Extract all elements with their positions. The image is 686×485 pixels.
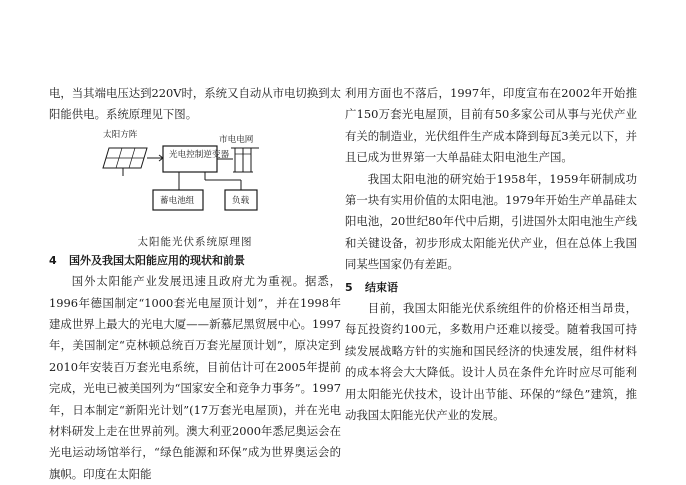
load-label: 负载 (232, 195, 250, 206)
section-4-number: 4 (49, 253, 57, 267)
intro-paragraph: 电，当其端电压达到220V时，系统又自动从市电切换到太阳能供电。系统原理见下图。 (49, 86, 341, 122)
battery-label: 蓄电池组 (160, 195, 195, 206)
system-diagram-svg (49, 128, 341, 232)
section-4-title: 国外及我国太阳能应用的现状和前景 (69, 253, 245, 267)
solar-panel-icon (103, 148, 147, 176)
controller-label (169, 148, 230, 160)
system-diagram (49, 128, 341, 250)
section-5-title: 结束语 (365, 280, 398, 294)
figure-caption: 太阳能光伏系统原理图 (137, 235, 253, 248)
section-5-heading (345, 277, 637, 298)
section-4-paragraph: 国外太阳能产业发展迅速且政府尤为重视。据悉，1996年德国制定“1000套光电屋顶计划”，并在1998年建成世界上最大的光电大厦——新慕尼黑贸展中心。1997年，美国制定“克林顿总统百万套光屋顶计划”，原决定到2010年安装百万套光电系统，目前估计可在2005年提前完成，光电已被美国列为“国家安全和竞争力事务”。1997年，日本制定“新阳光计划”(17万套光电屋顶)，并在光电材料研发上走在世界前列。澳大利亚2000年悉尼奥运会在光电运动场馆举行，“绿色能源和环保”成为世界奥运会的旗帜。印度在太阳能 (49, 274, 341, 481)
domestic-paragraph: 我国太阳电池的研究始于1958年，1959年研制成功第一块有实用价值的太阳电池。1979年开始生产单晶硅太阳电池，20世纪80年代中后期，引进国外太阳电池生产线和关键设备，初步形成太阳能光伏产业，但在总体上我国同某些国家仍有差距。 (345, 171, 637, 272)
continuation-paragraph: 利用方面也不落后，1997年，印度宣布在2002年开始推广150万套光电屋顶，目前有50多家公司从事与光伏产业有关的制造业，光伏组件生产成本降到每瓦3美元以下，并且已成为世界第一大单晶硅太阳电池生产国。 (345, 86, 638, 165)
section-5-number: 5 (345, 280, 353, 294)
right-column (345, 83, 637, 427)
left-column (49, 83, 341, 485)
solar-array-label: 太阳方阵 (103, 129, 138, 140)
grid-label: 市电电网 (219, 134, 254, 145)
section-5-paragraph: 目前，我国太阳能光伏系统组件的价格还相当昂贵，每瓦投资约100元，多数用户还难以接受。随着我国可持续发展战略方针的实施和国民经济的快速发展，组件材料的成本将会大大降低。设计人员在条件允许时应尽可能利用太阳能光伏技术，设计出节能、环保的“绿色”建筑，推动我国太阳能光伏产业的发展。 (345, 301, 637, 423)
controller-label-line: 光电控制逆变器 (169, 149, 230, 160)
power-tower-icon (231, 148, 259, 172)
